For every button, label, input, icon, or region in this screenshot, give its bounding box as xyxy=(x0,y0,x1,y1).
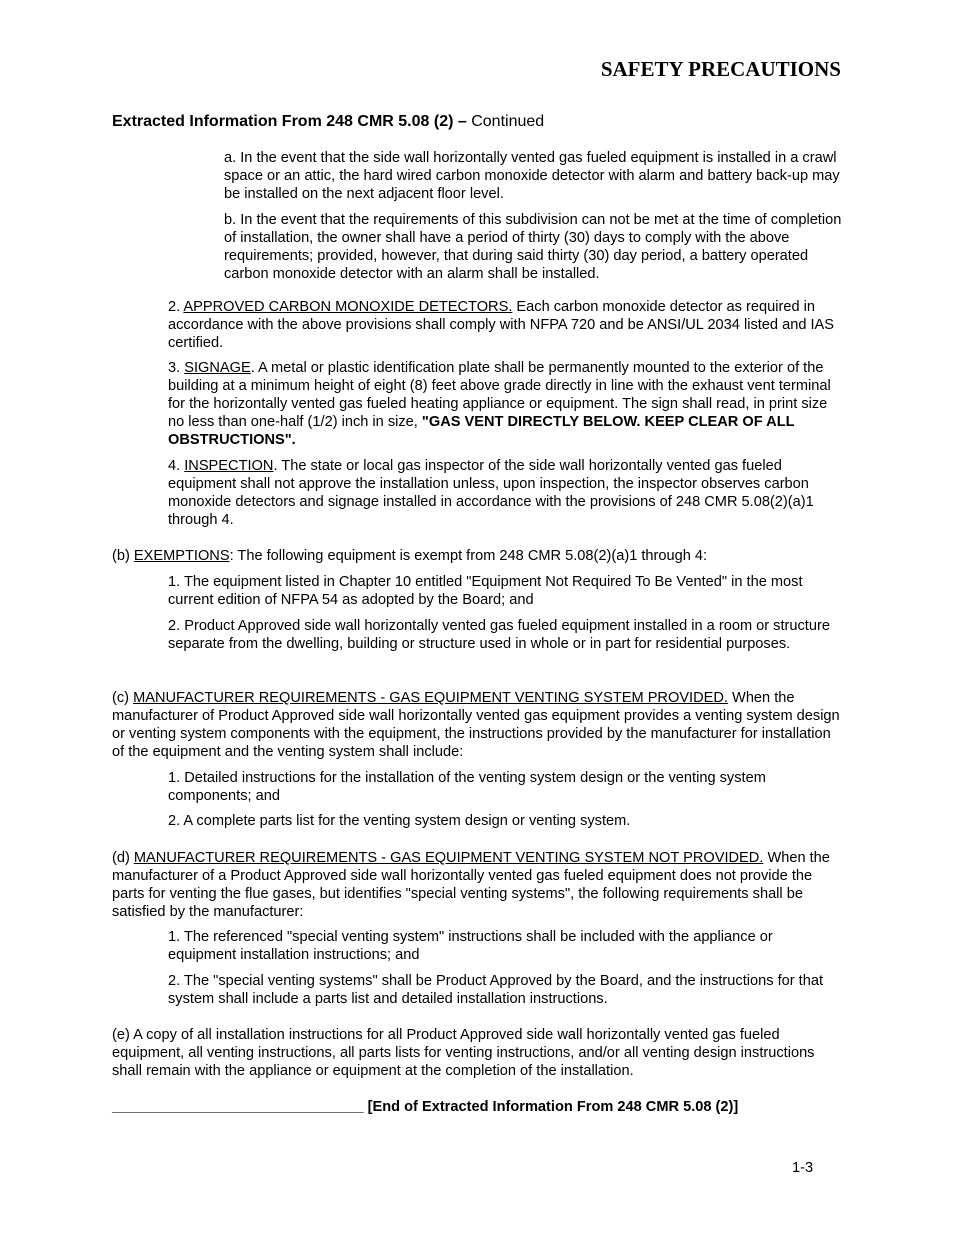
page-number: 1-3 xyxy=(792,1160,814,1176)
item-number: 2. xyxy=(168,299,184,315)
paragraph-a: a. In the event that the side wall horizontally vented gas fueled equipment is installed in a crawl space or an attic, the hard wired carbon monoxide detector with alarm and battery back-up may be installed on the next adjacent floor level. xyxy=(224,150,840,202)
item-3-signage xyxy=(168,359,844,449)
copy-requirement-paragraph: (e) A copy of all installation instructions for all Product Approved side wall horizontally vented gas fueled equipment, all venting instructions, all parts lists for venting instructions, and/or all venting design instructions shall remain with the appliance or equipment at the completion of the installation. xyxy=(112,1027,815,1079)
clause-title: MANUFACTURER REQUIREMENTS - GAS EQUIPMENT VENTING SYSTEM NOT PROVIDED. xyxy=(133,850,764,866)
clause-title: EXEMPTIONS xyxy=(133,548,230,564)
mfr-provided-1: 1. Detailed instructions for the installation of the venting system design or the venting system components; and xyxy=(168,770,766,804)
clause-title: MANUFACTURER REQUIREMENTS - GAS EQUIPMENT VENTING SYSTEM PROVIDED. xyxy=(133,690,728,706)
section-heading-continued: Continued xyxy=(466,113,545,130)
item-4-inspection xyxy=(168,457,844,529)
item-number: 4. xyxy=(168,458,185,474)
clause-label: (b) xyxy=(112,548,134,564)
paragraph-b: b. In the event that the requirements of this subdivision can not be met at the time of completion of installation, the owner shall have a period of thirty (30) days to comply with the above requirements; provided, however, that during said thirty (30) day period, a battery operated carbon monoxide detector with an alarm shall be installed. xyxy=(224,212,842,282)
item-text: . The state or local gas inspector of the side wall horizontally vented gas fueled equipment shall not approve the installation unless, upon inspection, the inspector observes carbon monoxide detectors and signage installed in accordance with the provisions of 248 CMR 5.08(2)(a)1 through 4. xyxy=(168,458,814,528)
section-heading-bold: Extracted Information From 248 CMR 5.08 (2) – xyxy=(112,113,467,130)
section-heading xyxy=(112,112,544,132)
mfr-not-provided-2: 2. The "special venting systems" shall be Product Approved by the Board, and the instructions for that system shall include a parts list and detailed installation instructions. xyxy=(168,973,824,1007)
item-number: 3. xyxy=(168,360,185,376)
sign-text: "GAS VENT DIRECTLY BELOW. KEEP CLEAR OF ALL OBSTRUCTIONS". xyxy=(168,414,795,448)
item-2-co-detectors xyxy=(168,298,844,352)
mfr-not-provided-paragraph xyxy=(112,849,844,921)
item-title: INSPECTION xyxy=(184,458,274,474)
end-of-extract-marker: _______________________________ [End of Extracted Information From 248 CMR 5.08 (2)] xyxy=(112,1099,739,1115)
exemptions-paragraph xyxy=(112,547,844,565)
clause-text: When the manufacturer of Product Approved side wall horizontally vented gas equipment provides a venting system design or venting system components with the equipment, the instructions provided by the manufacturer for installation of the equipment and the venting system shall include: xyxy=(112,690,840,760)
item-title: APPROVED CARBON MONOXIDE DETECTORS. xyxy=(183,299,513,315)
page-title: SAFETY PRECAUTIONS xyxy=(600,57,841,81)
mfr-provided-2: 2. A complete parts list for the venting system design or venting system. xyxy=(168,813,631,829)
mfr-provided-paragraph xyxy=(112,689,844,761)
exemption-2: 2. Product Approved side wall horizontally vented gas fueled equipment installed in a room or structure separate from the dwelling, building or structure used in whole or in part for residential purposes. xyxy=(168,618,830,652)
item-text: . A metal or plastic identification plate shall be permanently mounted to the exterior of the building at a minimum height of eight (8) feet above grade directly in line with the exhaust vent terminal for the horizontally vented gas fueled heating appliance or equipment. The sign shall read, in print size no less than one-half (1/2) inch in size, xyxy=(168,360,831,430)
exemption-1: 1. The equipment listed in Chapter 10 entitled "Equipment Not Required To Be Vented" in the most current edition of NFPA 54 as adopted by the Board; and xyxy=(168,574,803,608)
clause-label: (c) xyxy=(112,690,134,706)
item-title: SIGNAGE xyxy=(184,360,251,376)
clause-text: : The following equipment is exempt from 248 CMR 5.08(2)(a)1 through 4: xyxy=(229,548,708,564)
item-text: Each carbon monoxide detector as required in accordance with the above provisions shall comply with NFPA 720 and be ANSI/UL 2034 listed and IAS certified. xyxy=(168,299,835,351)
clause-text: When the manufacturer of a Product Approved side wall horizontally vented gas fueled equipment does not provide the parts for venting the flue gases, but identifies "special venting systems", the following requirements shall be satisfied by the manufacturer: xyxy=(112,850,830,920)
clause-label: (d) xyxy=(112,850,134,866)
mfr-not-provided-1: 1. The referenced "special venting system" instructions shall be included with the appliance or equipment installation instructions; and xyxy=(168,929,773,963)
